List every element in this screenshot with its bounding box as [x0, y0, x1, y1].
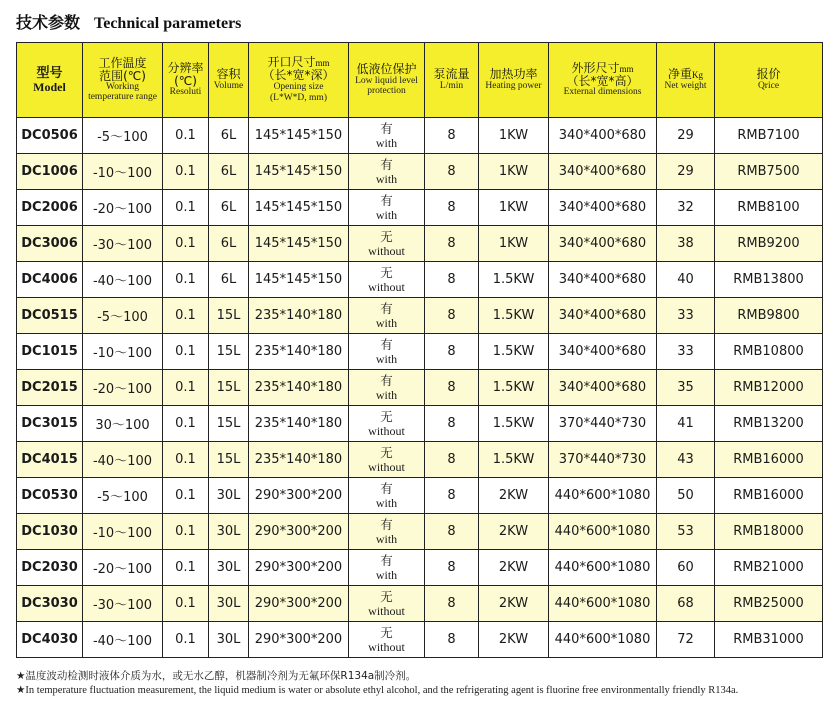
cell-net-weight: 40	[657, 262, 715, 298]
cell-external-dimensions: 340*400*680	[549, 118, 657, 154]
cell-low-level	[349, 154, 425, 190]
cell-opening-size: 235*140*180	[249, 406, 349, 442]
cell-pump-flow: 8	[425, 334, 479, 370]
cell-model: DC0515	[17, 298, 83, 334]
cell-external-dimensions: 440*600*1080	[549, 478, 657, 514]
cell-opening-size: 235*140*180	[249, 370, 349, 406]
cell-temp-range: -30～100	[83, 226, 163, 262]
header-weight-cn-text: 净重	[667, 67, 692, 82]
header-low-level	[349, 43, 425, 118]
cell-price: RMB7500	[715, 154, 823, 190]
cell-volume: 6L	[209, 190, 249, 226]
header-opening-size	[249, 43, 349, 118]
cell-heating-power: 2KW	[479, 514, 549, 550]
header-flow-en: L/min	[439, 80, 464, 91]
cell-opening-size: 145*145*150	[249, 190, 349, 226]
header-open-cn-2: （长*宽*深）	[262, 68, 335, 83]
cell-low-level	[349, 622, 425, 658]
level-cn: 无	[380, 624, 393, 640]
header-temp-cn-2: 范围(℃)	[99, 68, 146, 83]
cell-pump-flow: 8	[425, 406, 479, 442]
cell-low-level	[349, 334, 425, 370]
level-cn: 无	[380, 408, 393, 424]
cell-external-dimensions: 440*600*1080	[549, 586, 657, 622]
cell-resolution: 0.1	[163, 154, 209, 190]
level-en: without	[368, 459, 405, 474]
cell-pump-flow: 8	[425, 298, 479, 334]
cell-model: DC1015	[17, 334, 83, 370]
header-temp-cn-1: 工作温度	[98, 55, 147, 70]
cell-temp-range: -5～100	[83, 298, 163, 334]
table-row	[17, 118, 823, 154]
cell-net-weight: 50	[657, 478, 715, 514]
title-english: Technical parameters	[94, 15, 242, 32]
cell-resolution: 0.1	[163, 370, 209, 406]
cell-temp-range: -20～100	[83, 370, 163, 406]
cell-net-weight: 33	[657, 298, 715, 334]
cell-low-level	[349, 262, 425, 298]
cell-model: DC1006	[17, 154, 83, 190]
header-ext-en: External dimensions	[563, 87, 642, 98]
cell-volume: 6L	[209, 262, 249, 298]
cell-resolution: 0.1	[163, 298, 209, 334]
cell-pump-flow: 8	[425, 442, 479, 478]
level-cn: 无	[380, 264, 393, 280]
level-en: with	[375, 135, 398, 150]
table-body	[17, 118, 823, 658]
cell-volume: 30L	[209, 478, 249, 514]
level-cn: 有	[380, 156, 393, 172]
table-row	[17, 622, 823, 658]
level-cn: 有	[380, 516, 393, 532]
level-cn: 无	[380, 588, 393, 604]
cell-model: DC2006	[17, 190, 83, 226]
header-net-weight	[657, 43, 715, 118]
cell-resolution: 0.1	[163, 586, 209, 622]
cell-temp-range: -10～100	[83, 334, 163, 370]
cell-temp-range: -5～100	[83, 478, 163, 514]
cell-net-weight: 68	[657, 586, 715, 622]
header-external-dimensions	[549, 43, 657, 118]
table-row	[17, 370, 823, 406]
header-power-en: Heating power	[485, 80, 542, 91]
cell-price: RMB31000	[715, 622, 823, 658]
level-en: with	[375, 315, 398, 330]
cell-external-dimensions: 340*400*680	[549, 334, 657, 370]
cell-external-dimensions: 340*400*680	[549, 262, 657, 298]
table-row	[17, 226, 823, 262]
cell-low-level	[349, 406, 425, 442]
level-en: with	[375, 387, 398, 402]
level-en: with	[375, 531, 398, 546]
header-power-cn: 加热功率	[489, 67, 538, 82]
cell-temp-range: -20～100	[83, 550, 163, 586]
header-price	[715, 43, 823, 118]
table-row	[17, 190, 823, 226]
level-cn: 有	[380, 336, 393, 352]
cell-external-dimensions: 340*400*680	[549, 298, 657, 334]
cell-price: RMB16000	[715, 442, 823, 478]
cell-opening-size: 145*145*150	[249, 118, 349, 154]
cell-resolution: 0.1	[163, 442, 209, 478]
cell-price: RMB9200	[715, 226, 823, 262]
cell-temp-range: 30～100	[83, 406, 163, 442]
cell-resolution: 0.1	[163, 406, 209, 442]
cell-low-level	[349, 586, 425, 622]
cell-heating-power: 1.5KW	[479, 334, 549, 370]
cell-volume: 6L	[209, 154, 249, 190]
header-model-cn: 型号	[36, 65, 63, 81]
cell-price: RMB16000	[715, 478, 823, 514]
cell-price: RMB10800	[715, 334, 823, 370]
cell-model: DC0530	[17, 478, 83, 514]
header-pump-flow	[425, 43, 479, 118]
cell-heating-power: 2KW	[479, 478, 549, 514]
level-en: without	[368, 639, 405, 654]
cell-low-level	[349, 226, 425, 262]
cell-heating-power: 1KW	[479, 154, 549, 190]
cell-external-dimensions: 340*400*680	[549, 190, 657, 226]
cell-opening-size: 235*140*180	[249, 298, 349, 334]
header-weight-cn	[657, 68, 714, 81]
cell-resolution: 0.1	[163, 478, 209, 514]
table-row	[17, 442, 823, 478]
cell-external-dimensions: 370*440*730	[549, 406, 657, 442]
level-cn: 有	[380, 120, 393, 136]
level-en: with	[375, 567, 398, 582]
cell-volume: 15L	[209, 370, 249, 406]
cell-low-level	[349, 478, 425, 514]
cell-external-dimensions: 440*600*1080	[549, 622, 657, 658]
header-res-cn-1: 分辨率	[167, 60, 204, 75]
cell-price: RMB13200	[715, 406, 823, 442]
header-res-en: Resoluti	[169, 87, 202, 98]
footnote-chinese: ★温度波动检测时液体介质为水，或无水乙醇，机器制冷剂为无氟环保R134a制冷剂。	[16, 670, 417, 682]
cell-heating-power: 1.5KW	[479, 442, 549, 478]
cell-resolution: 0.1	[163, 226, 209, 262]
cell-opening-size: 290*300*200	[249, 550, 349, 586]
header-level-en: Low liquid level protection	[355, 75, 418, 96]
cell-pump-flow: 8	[425, 154, 479, 190]
header-model-en: Model	[33, 79, 66, 94]
cell-pump-flow: 8	[425, 226, 479, 262]
header-resolution	[163, 43, 209, 118]
cell-heating-power: 1KW	[479, 118, 549, 154]
cell-temp-range: -40～100	[83, 262, 163, 298]
header-level-cn: 低液位保护	[356, 62, 417, 77]
table-row	[17, 586, 823, 622]
level-cn: 有	[380, 192, 393, 208]
header-open-en-2: (L*W*D, mm)	[270, 92, 327, 103]
cell-price: RMB25000	[715, 586, 823, 622]
level-en: with	[375, 171, 398, 186]
cell-resolution: 0.1	[163, 334, 209, 370]
cell-opening-size: 145*145*150	[249, 226, 349, 262]
header-res-cn-2: (℃)	[174, 73, 197, 88]
cell-resolution: 0.1	[163, 190, 209, 226]
level-cn: 有	[380, 300, 393, 316]
header-weight-unit: Kg	[692, 70, 703, 81]
cell-net-weight: 29	[657, 154, 715, 190]
cell-net-weight: 41	[657, 406, 715, 442]
page-title	[16, 10, 241, 34]
footnotes	[16, 668, 826, 697]
cell-heating-power: 2KW	[479, 550, 549, 586]
cell-heating-power: 2KW	[479, 586, 549, 622]
cell-volume: 30L	[209, 622, 249, 658]
cell-heating-power: 1.5KW	[479, 298, 549, 334]
cell-opening-size: 290*300*200	[249, 478, 349, 514]
level-en: without	[368, 243, 405, 258]
cell-opening-size: 290*300*200	[249, 622, 349, 658]
cell-model: DC3030	[17, 586, 83, 622]
cell-pump-flow: 8	[425, 586, 479, 622]
cell-pump-flow: 8	[425, 622, 479, 658]
cell-volume: 6L	[209, 226, 249, 262]
level-en: without	[368, 279, 405, 294]
cell-net-weight: 38	[657, 226, 715, 262]
cell-opening-size: 290*300*200	[249, 586, 349, 622]
cell-temp-range: -5～100	[83, 118, 163, 154]
cell-opening-size: 290*300*200	[249, 514, 349, 550]
level-en: with	[375, 351, 398, 366]
level-cn: 无	[380, 444, 393, 460]
table-header-row	[17, 43, 823, 118]
cell-net-weight: 60	[657, 550, 715, 586]
footnote-english: ★In temperature fluctuation measurement, the liquid medium is water or absolute ethyl alcohol, and the refrigerating agent is fluorine free environmentally friendly R134a.	[16, 685, 739, 696]
header-price-en: Qrice	[757, 80, 780, 91]
header-open-en-1: Opening size	[273, 81, 324, 92]
cell-model: DC2015	[17, 370, 83, 406]
cell-net-weight: 43	[657, 442, 715, 478]
cell-low-level	[349, 370, 425, 406]
cell-external-dimensions: 340*400*680	[549, 370, 657, 406]
level-cn: 有	[380, 372, 393, 388]
table-row	[17, 154, 823, 190]
technical-parameters-table	[16, 42, 823, 658]
level-en: without	[368, 603, 405, 618]
cell-opening-size: 145*145*150	[249, 262, 349, 298]
header-ext-cn-2: （长*宽*高）	[566, 73, 639, 88]
header-open-unit: mm	[315, 58, 330, 69]
cell-price: RMB21000	[715, 550, 823, 586]
cell-low-level	[349, 298, 425, 334]
header-temp-range	[83, 43, 163, 118]
header-volume	[209, 43, 249, 118]
table-row	[17, 334, 823, 370]
cell-price: RMB13800	[715, 262, 823, 298]
cell-resolution: 0.1	[163, 514, 209, 550]
table-row	[17, 262, 823, 298]
cell-heating-power: 1.5KW	[479, 370, 549, 406]
header-flow-cn: 泵流量	[433, 67, 470, 82]
header-ext-cn-text: 外形尺寸	[571, 60, 620, 75]
cell-heating-power: 2KW	[479, 622, 549, 658]
cell-low-level	[349, 190, 425, 226]
cell-model: DC3006	[17, 226, 83, 262]
cell-net-weight: 29	[657, 118, 715, 154]
cell-low-level	[349, 442, 425, 478]
cell-volume: 15L	[209, 406, 249, 442]
level-en: with	[375, 207, 398, 222]
cell-low-level	[349, 514, 425, 550]
cell-resolution: 0.1	[163, 118, 209, 154]
level-cn: 无	[380, 228, 393, 244]
level-cn: 有	[380, 552, 393, 568]
cell-pump-flow: 8	[425, 118, 479, 154]
cell-heating-power: 1KW	[479, 226, 549, 262]
cell-net-weight: 35	[657, 370, 715, 406]
cell-low-level	[349, 118, 425, 154]
header-price-cn: 报价	[756, 67, 781, 82]
cell-opening-size: 235*140*180	[249, 334, 349, 370]
cell-external-dimensions: 440*600*1080	[549, 514, 657, 550]
cell-external-dimensions: 340*400*680	[549, 154, 657, 190]
cell-price: RMB12000	[715, 370, 823, 406]
cell-pump-flow: 8	[425, 262, 479, 298]
cell-net-weight: 33	[657, 334, 715, 370]
cell-volume: 15L	[209, 442, 249, 478]
cell-resolution: 0.1	[163, 262, 209, 298]
cell-volume: 15L	[209, 334, 249, 370]
cell-price: RMB18000	[715, 514, 823, 550]
cell-pump-flow: 8	[425, 190, 479, 226]
cell-temp-range: -40～100	[83, 622, 163, 658]
cell-resolution: 0.1	[163, 550, 209, 586]
cell-volume: 30L	[209, 550, 249, 586]
cell-temp-range: -40～100	[83, 442, 163, 478]
cell-temp-range: -20～100	[83, 190, 163, 226]
cell-volume: 6L	[209, 118, 249, 154]
cell-volume: 30L	[209, 514, 249, 550]
cell-model: DC0506	[17, 118, 83, 154]
cell-external-dimensions: 370*440*730	[549, 442, 657, 478]
cell-external-dimensions: 340*400*680	[549, 226, 657, 262]
cell-net-weight: 72	[657, 622, 715, 658]
cell-model: DC4006	[17, 262, 83, 298]
cell-net-weight: 53	[657, 514, 715, 550]
header-vol-en: Volume	[213, 80, 244, 91]
cell-heating-power: 1.5KW	[479, 406, 549, 442]
cell-pump-flow: 8	[425, 370, 479, 406]
cell-volume: 15L	[209, 298, 249, 334]
header-ext-unit: mm	[619, 63, 634, 74]
cell-pump-flow: 8	[425, 478, 479, 514]
title-chinese: 技术参数	[16, 13, 81, 32]
cell-model: DC4015	[17, 442, 83, 478]
cell-temp-range: -30～100	[83, 586, 163, 622]
table-row	[17, 514, 823, 550]
header-open-cn-text: 开口尺寸	[267, 55, 316, 70]
header-vol-cn: 容积	[216, 67, 241, 82]
cell-price: RMB9800	[715, 298, 823, 334]
cell-heating-power: 1KW	[479, 190, 549, 226]
cell-model: DC2030	[17, 550, 83, 586]
table-row	[17, 298, 823, 334]
cell-low-level	[349, 550, 425, 586]
cell-resolution: 0.1	[163, 622, 209, 658]
table-row	[17, 550, 823, 586]
header-ext-cn-1	[549, 62, 656, 75]
table-row	[17, 478, 823, 514]
cell-price: RMB7100	[715, 118, 823, 154]
cell-temp-range: -10～100	[83, 514, 163, 550]
header-model	[17, 43, 83, 118]
header-weight-en: Net weight	[664, 80, 707, 91]
cell-price: RMB8100	[715, 190, 823, 226]
cell-external-dimensions: 440*600*1080	[549, 550, 657, 586]
cell-model: DC3015	[17, 406, 83, 442]
cell-model: DC4030	[17, 622, 83, 658]
cell-opening-size: 145*145*150	[249, 154, 349, 190]
level-en: with	[375, 495, 398, 510]
cell-volume: 30L	[209, 586, 249, 622]
cell-model: DC1030	[17, 514, 83, 550]
cell-opening-size: 235*140*180	[249, 442, 349, 478]
cell-temp-range: -10～100	[83, 154, 163, 190]
cell-heating-power: 1.5KW	[479, 262, 549, 298]
level-cn: 有	[380, 480, 393, 496]
header-heating-power	[479, 43, 549, 118]
cell-pump-flow: 8	[425, 550, 479, 586]
table-row	[17, 406, 823, 442]
header-temp-en: Working temperature range	[88, 82, 157, 103]
cell-net-weight: 32	[657, 190, 715, 226]
level-en: without	[368, 423, 405, 438]
cell-pump-flow: 8	[425, 514, 479, 550]
